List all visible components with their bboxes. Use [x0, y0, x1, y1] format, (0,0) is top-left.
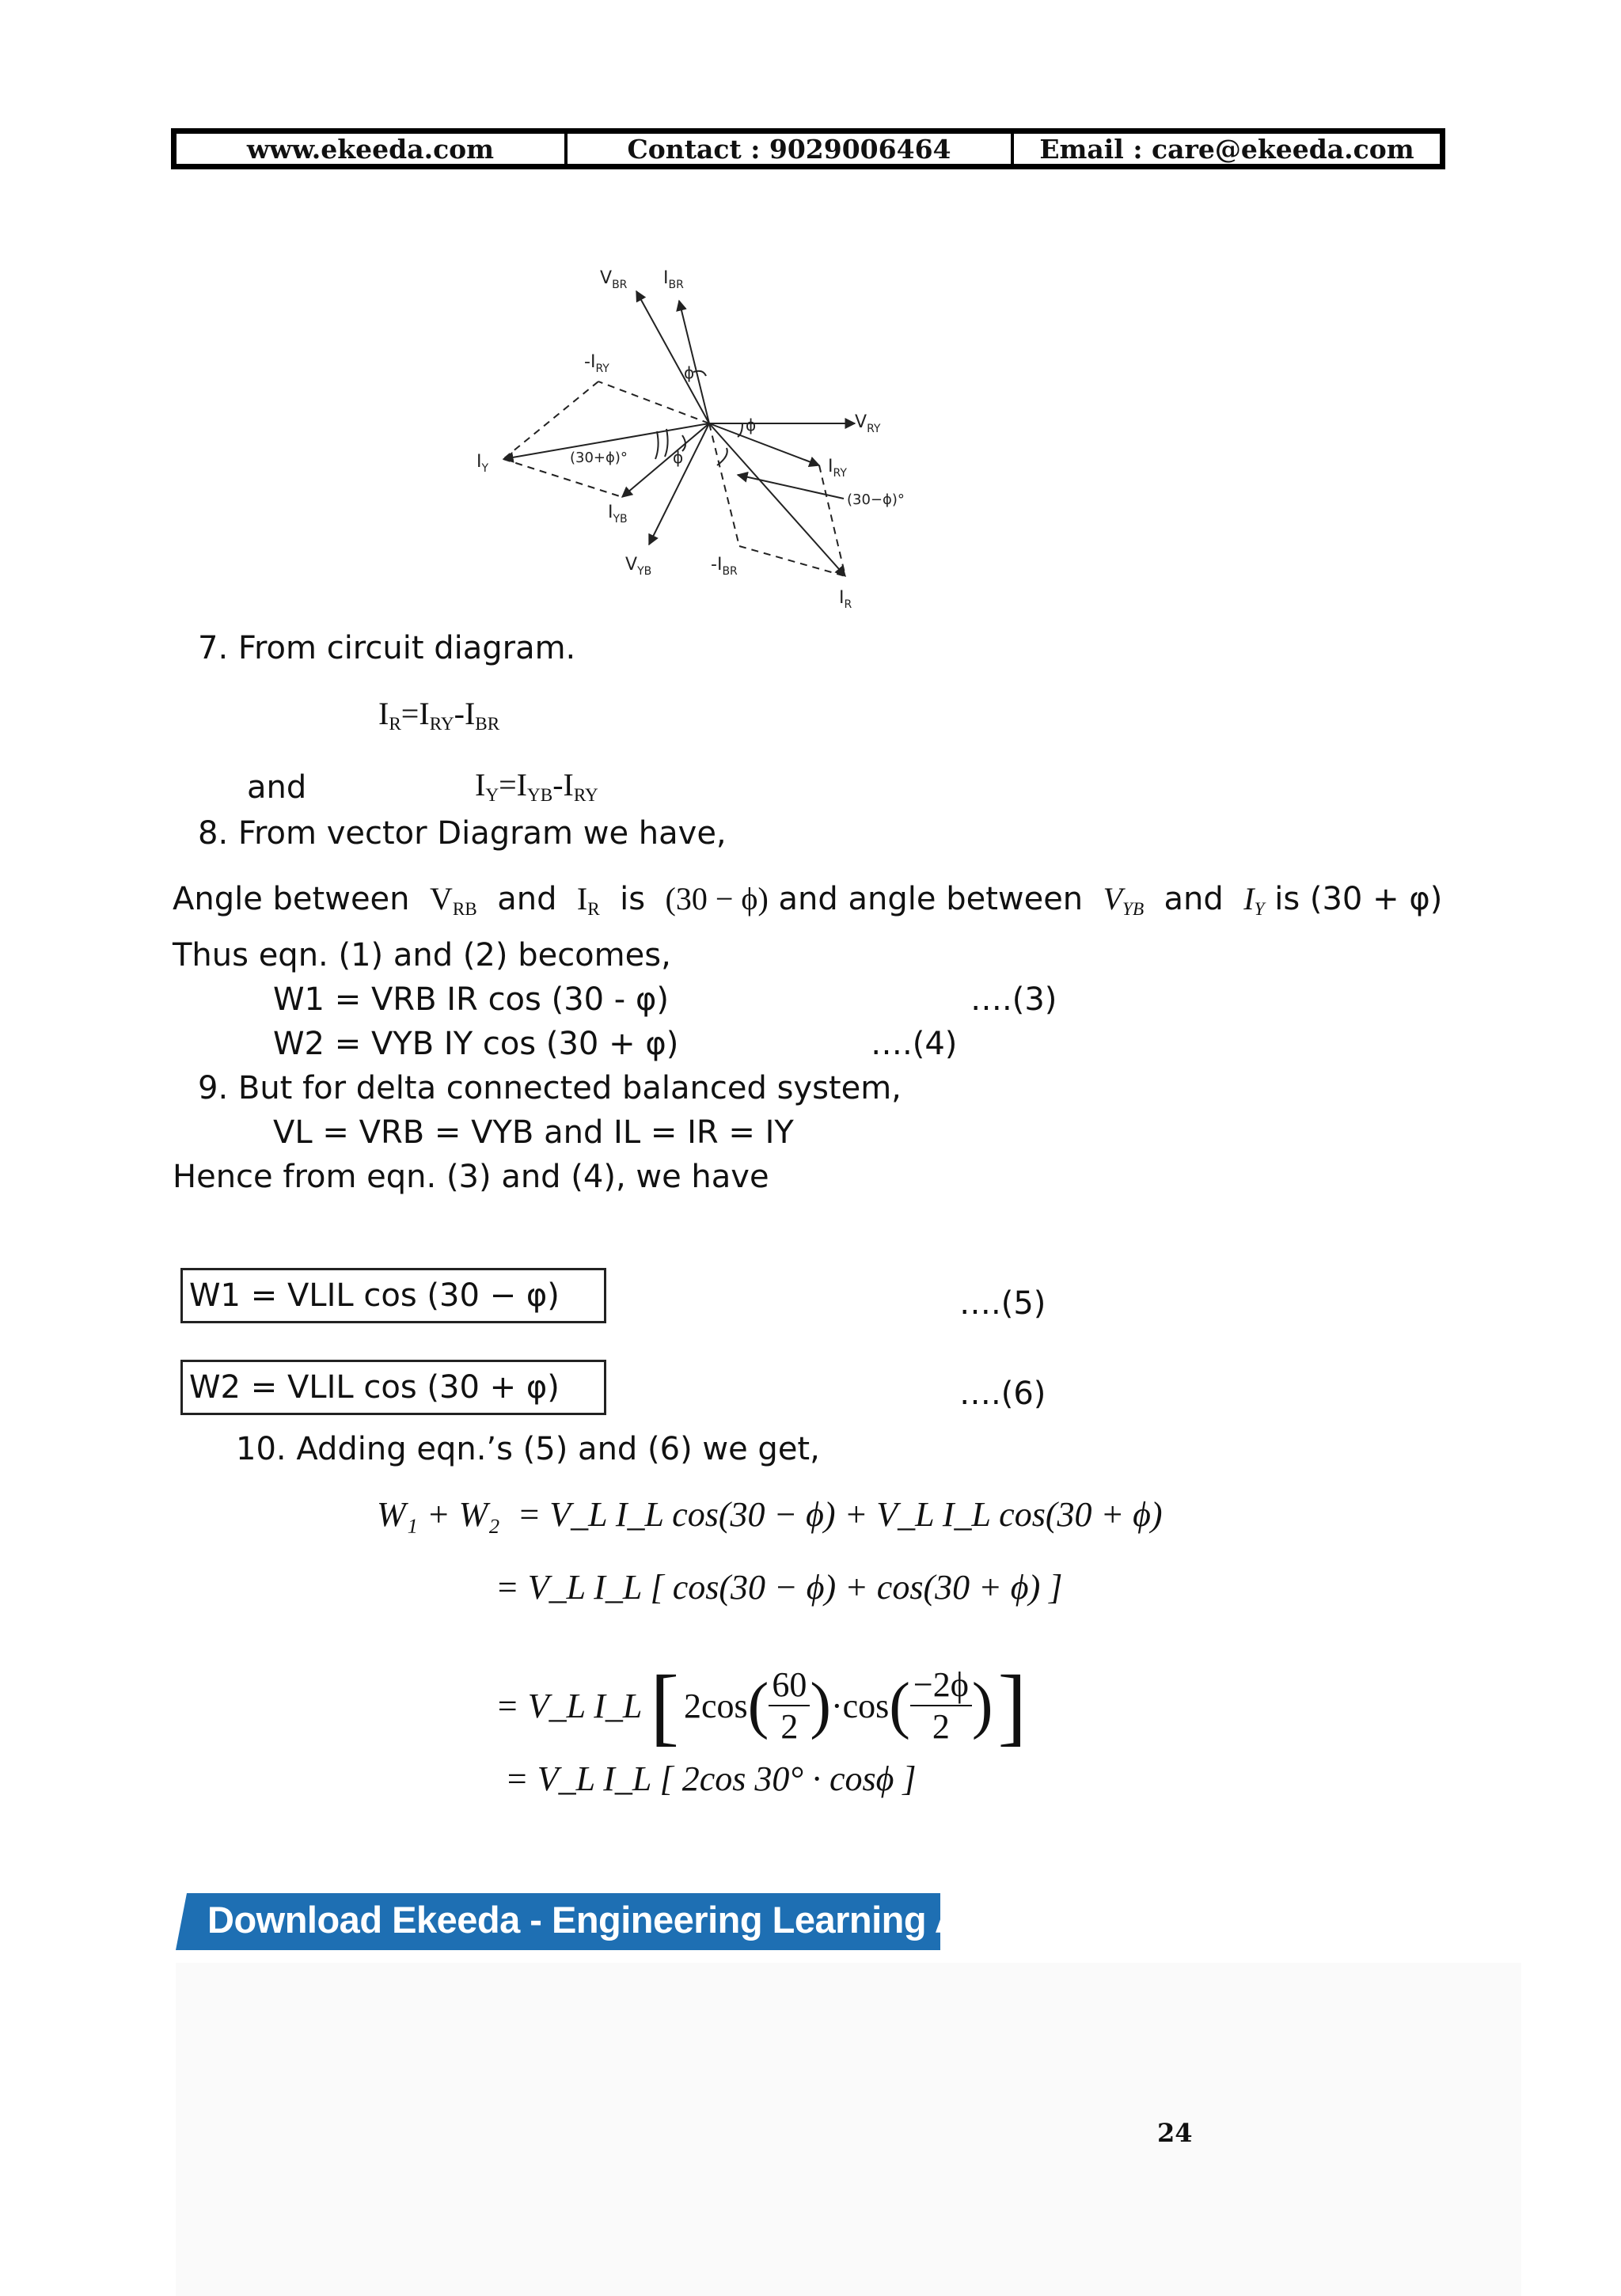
iry-vector — [709, 423, 819, 465]
vbr-vector — [636, 291, 709, 423]
step-10: 10. Adding eqn.’s (5) and (6) we get, — [236, 1431, 820, 1467]
fraction-2: −2ϕ 2 — [910, 1664, 972, 1747]
step-9: 9. But for delta connected balanced system, — [198, 1070, 902, 1106]
angle-line: Angle between $V_{RB}$ and $I_R$ is (30 − ϕ) and angle between $V_{YB}$ and $I_Y$ is (30 + φ) — [173, 881, 1443, 920]
step-7: 7. From circuit diagram. — [198, 630, 576, 666]
label-iyb: $I_{YB}$ — [608, 503, 628, 526]
header-email[interactable]: Email : care@ekeeda.com — [1039, 133, 1414, 165]
result-box-w1: W1 = VLIL cos (30 − φ) — [180, 1268, 606, 1323]
delta-equation: VL = VRB = VYB and IL = IR = IY — [273, 1114, 794, 1151]
iyb-vector — [622, 423, 709, 497]
neg-ibr-vector — [709, 423, 739, 546]
label-iy: $I_Y$ — [476, 452, 489, 475]
label-vbr: $V_{BR}$ — [600, 268, 628, 291]
neg-iry-vector — [598, 381, 709, 423]
thus-line: Thus eqn. (1) and (2) becomes, — [173, 937, 671, 973]
header-contact: Contact : 9029006464 — [568, 134, 1014, 164]
math-line-3: = V_L I_L [ 2cos ( 60 2 ) ·cos ( −2ϕ 2 ) ] — [495, 1657, 1027, 1754]
label-neg-ibr: $-I_{BR}$ — [711, 555, 738, 578]
w1-eq-number: ….(3) — [970, 981, 1057, 1018]
label-angle-left: (30+ϕ)° — [570, 450, 628, 466]
label-ir: $I_R$ — [839, 588, 852, 611]
hence-line: Hence from eqn. (3) and (4), we have — [173, 1159, 769, 1195]
label-phi-left: ϕ — [673, 448, 684, 467]
math-line-4: = V_L I_L [ 2cos 30° · cosϕ ] — [505, 1759, 917, 1798]
math-line-1: W₁ + W₂ = V_L I_L cos(30 − ϕ) + V_L I_L cos(30 + ϕ) — [377, 1495, 1163, 1534]
fraction-1: 60 2 — [769, 1664, 810, 1747]
w2-eq-number: ….(4) — [871, 1026, 958, 1062]
w1-equation: W1 = VRB IR cos (30 - φ) — [273, 981, 669, 1018]
header-website[interactable]: www.ekeeda.com — [177, 134, 568, 164]
and-label: and — [247, 769, 307, 806]
w2-equation: W2 = VYB IY cos (30 + φ) — [273, 1026, 679, 1062]
label-vry: $V_{RY}$ — [855, 412, 881, 435]
ir-vector — [709, 423, 845, 576]
app-download-banner[interactable]: Download Ekeeda - Engineering Learning App — [207, 1899, 1006, 1941]
label-phi-top: ϕ — [684, 363, 695, 382]
label-vyb: $V_{YB}$ — [625, 555, 652, 578]
eq-ir: $I_R=I_{RY}-I_{BR}$ — [378, 696, 500, 734]
eq-iy: $I_Y=I_{YB}-I_{RY}$ — [475, 767, 598, 806]
page-number: 24 — [1157, 2118, 1193, 2148]
footer-shade — [176, 1963, 1521, 2296]
label-ibr: $I_{BR}$ — [663, 268, 684, 291]
math-line-2: = V_L I_L [ cos(30 − ϕ) + cos(30 + ϕ) ] — [495, 1568, 1063, 1607]
box1-eq-number: ….(5) — [959, 1285, 1046, 1322]
page-header — [171, 128, 1445, 169]
label-iry: $I_{RY}$ — [828, 457, 847, 480]
label-neg-iry: $-I_{RY}$ — [584, 352, 609, 375]
ibr-vector — [679, 301, 709, 423]
step-8: 8. From vector Diagram we have, — [198, 815, 727, 852]
box2-eq-number: ….(6) — [959, 1376, 1046, 1412]
label-phi-right: ϕ — [746, 416, 757, 435]
phasor-diagram — [459, 261, 966, 625]
result-box-w2: W2 = VLIL cos (30 + φ) — [180, 1360, 606, 1415]
label-angle-right: (30−ϕ)° — [847, 491, 905, 508]
